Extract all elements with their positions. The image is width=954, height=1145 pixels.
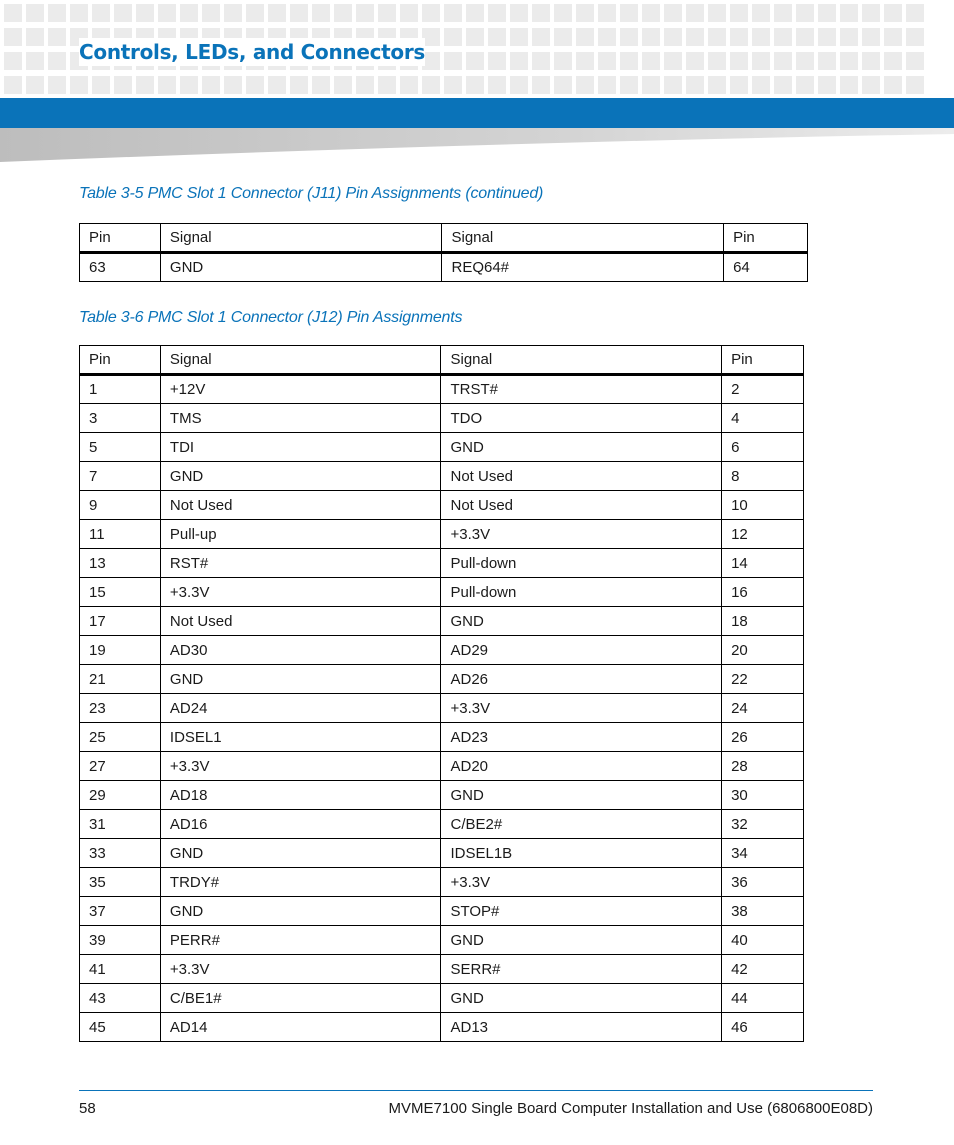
table-cell: AD16 bbox=[160, 810, 441, 839]
header-pattern-tile bbox=[290, 76, 308, 94]
header-pattern-tile bbox=[444, 52, 462, 70]
header-pattern-tile bbox=[752, 28, 770, 46]
header-pattern-tile bbox=[48, 76, 66, 94]
table-cell: +3.3V bbox=[441, 868, 722, 897]
section-title: Controls, LEDs, and Connectors bbox=[79, 40, 426, 64]
header-pattern-tile bbox=[532, 28, 550, 46]
table-cell: AD26 bbox=[441, 665, 722, 694]
header-pattern-tile bbox=[48, 4, 66, 22]
table-6-caption: Table 3-6 PMC Slot 1 Connector (J12) Pin Assignments bbox=[79, 309, 463, 326]
table-cell: Not Used bbox=[441, 462, 722, 491]
header-pattern-tile bbox=[444, 4, 462, 22]
header-pattern-tile bbox=[774, 28, 792, 46]
header-pattern-tile bbox=[642, 52, 660, 70]
table-row bbox=[80, 607, 804, 636]
header-pattern-tile bbox=[466, 52, 484, 70]
table-row bbox=[80, 549, 804, 578]
header-pattern-tile bbox=[752, 52, 770, 70]
header-pattern-tile bbox=[466, 28, 484, 46]
table-cell: 1 bbox=[80, 375, 161, 404]
header-pattern-tile bbox=[862, 4, 880, 22]
header-pattern-tile bbox=[620, 28, 638, 46]
table-row bbox=[80, 462, 804, 491]
table-cell: 18 bbox=[722, 607, 804, 636]
table-cell: STOP# bbox=[441, 897, 722, 926]
header-pattern-tile bbox=[202, 4, 220, 22]
header-pattern-tile bbox=[906, 4, 924, 22]
table-cell: GND bbox=[160, 665, 441, 694]
table-cell: 2 bbox=[722, 375, 804, 404]
header-pattern-tile bbox=[48, 28, 66, 46]
header-pattern-tile bbox=[136, 4, 154, 22]
header-pattern-tile bbox=[532, 76, 550, 94]
table-row bbox=[80, 926, 804, 955]
header-blue-band bbox=[0, 98, 954, 128]
header-pattern-tile bbox=[906, 52, 924, 70]
table-cell: AD24 bbox=[160, 694, 441, 723]
header-pattern-tile bbox=[708, 4, 726, 22]
column-header: Signal bbox=[160, 346, 441, 375]
header-pattern-tile bbox=[158, 4, 176, 22]
header-pattern-tile bbox=[48, 52, 66, 70]
table-cell: 29 bbox=[80, 781, 161, 810]
table-cell: TDI bbox=[160, 433, 441, 462]
table-cell: 17 bbox=[80, 607, 161, 636]
header-pattern-tile bbox=[422, 76, 440, 94]
header-pattern-tile bbox=[642, 76, 660, 94]
column-header: Pin bbox=[80, 346, 161, 375]
table-row bbox=[80, 520, 804, 549]
header-pattern-tile bbox=[840, 28, 858, 46]
table-row bbox=[80, 723, 804, 752]
table-cell: 39 bbox=[80, 926, 161, 955]
header-pattern-tile bbox=[840, 4, 858, 22]
header-pattern-tile bbox=[708, 52, 726, 70]
header-pattern-tile bbox=[796, 76, 814, 94]
table-cell: 16 bbox=[722, 578, 804, 607]
header-pattern-tile bbox=[378, 76, 396, 94]
table-cell: Not Used bbox=[441, 491, 722, 520]
table-row bbox=[80, 955, 804, 984]
header-pattern-tile bbox=[686, 76, 704, 94]
table-cell: Pull-up bbox=[160, 520, 441, 549]
header-pattern-tile bbox=[664, 52, 682, 70]
footer-rule bbox=[79, 1090, 873, 1091]
table-cell: Not Used bbox=[160, 607, 441, 636]
header-pattern-tile bbox=[840, 76, 858, 94]
table-cell: REQ64# bbox=[442, 253, 724, 282]
table-cell: 25 bbox=[80, 723, 161, 752]
header-pattern-tile bbox=[884, 4, 902, 22]
header-pattern-tile bbox=[356, 4, 374, 22]
table-cell: TRST# bbox=[441, 375, 722, 404]
header-pattern-tile bbox=[906, 28, 924, 46]
header-pattern-tile bbox=[686, 28, 704, 46]
table-cell: 42 bbox=[722, 955, 804, 984]
table-cell: +12V bbox=[160, 375, 441, 404]
header-pattern-tile bbox=[554, 52, 572, 70]
header-pattern-tile bbox=[752, 4, 770, 22]
table-cell: 34 bbox=[722, 839, 804, 868]
table-cell: GND bbox=[441, 781, 722, 810]
header-pattern-tile bbox=[818, 52, 836, 70]
table-cell: GND bbox=[160, 839, 441, 868]
header-pattern-tile bbox=[730, 52, 748, 70]
header-pattern-tile bbox=[510, 28, 528, 46]
table-row bbox=[80, 752, 804, 781]
header-pattern-tile bbox=[884, 28, 902, 46]
header-pattern-tile bbox=[620, 4, 638, 22]
header-pattern-tile bbox=[730, 76, 748, 94]
table-cell: TRDY# bbox=[160, 868, 441, 897]
table-cell: 24 bbox=[722, 694, 804, 723]
header-pattern-tile bbox=[92, 76, 110, 94]
table-cell: +3.3V bbox=[441, 694, 722, 723]
table-cell: 30 bbox=[722, 781, 804, 810]
table-cell: 8 bbox=[722, 462, 804, 491]
table-6 bbox=[79, 345, 804, 1042]
table-cell: 41 bbox=[80, 955, 161, 984]
header-pattern-tile bbox=[884, 76, 902, 94]
table-cell: Pull-down bbox=[441, 578, 722, 607]
table-row bbox=[80, 694, 804, 723]
table-cell: GND bbox=[441, 607, 722, 636]
table-cell: 43 bbox=[80, 984, 161, 1013]
table-cell: 14 bbox=[722, 549, 804, 578]
header-pattern-tile bbox=[378, 4, 396, 22]
table-cell: +3.3V bbox=[160, 752, 441, 781]
table-cell: AD23 bbox=[441, 723, 722, 752]
table-cell: TMS bbox=[160, 404, 441, 433]
table-row bbox=[80, 810, 804, 839]
table-cell: 23 bbox=[80, 694, 161, 723]
table-row bbox=[80, 375, 804, 404]
header-pattern-tile bbox=[488, 28, 506, 46]
table-cell: RST# bbox=[160, 549, 441, 578]
table-row bbox=[80, 868, 804, 897]
header-pattern-tile bbox=[730, 28, 748, 46]
header-pattern-tile bbox=[70, 4, 88, 22]
header-pattern-tile bbox=[774, 4, 792, 22]
table-5 bbox=[79, 223, 808, 282]
table-row bbox=[80, 636, 804, 665]
table-cell: 3 bbox=[80, 404, 161, 433]
table-cell: 40 bbox=[722, 926, 804, 955]
header-pattern-tile bbox=[686, 52, 704, 70]
header-pattern-tile bbox=[26, 76, 44, 94]
header-pattern-tile bbox=[224, 76, 242, 94]
header-pattern-tile bbox=[312, 76, 330, 94]
table-cell: 64 bbox=[724, 253, 808, 282]
header-pattern-tile bbox=[268, 4, 286, 22]
header-pattern-tile bbox=[642, 28, 660, 46]
header-pattern-tile bbox=[840, 52, 858, 70]
header-pattern-tile bbox=[26, 52, 44, 70]
header-pattern-tile bbox=[664, 4, 682, 22]
header-pattern-tile bbox=[70, 76, 88, 94]
table-cell: SERR# bbox=[441, 955, 722, 984]
table-cell: 28 bbox=[722, 752, 804, 781]
table-cell: 4 bbox=[722, 404, 804, 433]
table-cell: AD20 bbox=[441, 752, 722, 781]
header-gray-swoosh bbox=[0, 128, 954, 164]
header-pattern-tile bbox=[26, 4, 44, 22]
header-pattern-tile bbox=[554, 76, 572, 94]
header-pattern-tile bbox=[598, 52, 616, 70]
header-pattern-tile bbox=[554, 28, 572, 46]
table-cell: GND bbox=[160, 462, 441, 491]
table-cell: C/BE1# bbox=[160, 984, 441, 1013]
header-pattern-tile bbox=[730, 4, 748, 22]
table-cell: Pull-down bbox=[441, 549, 722, 578]
table-cell: 46 bbox=[722, 1013, 804, 1042]
table-cell: 12 bbox=[722, 520, 804, 549]
header-pattern-tile bbox=[114, 76, 132, 94]
header-pattern-tile bbox=[488, 4, 506, 22]
table-cell: AD18 bbox=[160, 781, 441, 810]
table-cell: 22 bbox=[722, 665, 804, 694]
table-row bbox=[80, 839, 804, 868]
header-pattern-tile bbox=[488, 52, 506, 70]
table-cell: 11 bbox=[80, 520, 161, 549]
table-cell: 10 bbox=[722, 491, 804, 520]
header-pattern-tile bbox=[642, 4, 660, 22]
header-pattern-tile bbox=[620, 76, 638, 94]
header-pattern-tile bbox=[114, 4, 132, 22]
header-pattern-tile bbox=[620, 52, 638, 70]
table-cell: +3.3V bbox=[160, 578, 441, 607]
table-cell: 63 bbox=[80, 253, 161, 282]
header-pattern-tile bbox=[444, 28, 462, 46]
table-cell: 7 bbox=[80, 462, 161, 491]
header-pattern-tile bbox=[576, 4, 594, 22]
header-pattern-tile bbox=[488, 76, 506, 94]
header-pattern-tile bbox=[268, 76, 286, 94]
table-cell: 32 bbox=[722, 810, 804, 839]
table-cell: 5 bbox=[80, 433, 161, 462]
header-pattern-tile bbox=[158, 76, 176, 94]
table-cell: 38 bbox=[722, 897, 804, 926]
table-cell: 44 bbox=[722, 984, 804, 1013]
table-cell: AD29 bbox=[441, 636, 722, 665]
header-pattern-tile bbox=[334, 76, 352, 94]
table-cell: +3.3V bbox=[160, 955, 441, 984]
header-pattern-tile bbox=[444, 76, 462, 94]
header-pattern-tile bbox=[136, 76, 154, 94]
table-cell: 6 bbox=[722, 433, 804, 462]
table-5-caption: Table 3-5 PMC Slot 1 Connector (J11) Pin Assignments (continued) bbox=[79, 185, 544, 202]
table-cell: TDO bbox=[441, 404, 722, 433]
table-cell: 45 bbox=[80, 1013, 161, 1042]
header-pattern-tile bbox=[26, 28, 44, 46]
header-pattern-tile bbox=[180, 4, 198, 22]
header-pattern-tile bbox=[510, 4, 528, 22]
table-row bbox=[80, 781, 804, 810]
header-pattern-tile bbox=[796, 28, 814, 46]
header-pattern-tile bbox=[356, 76, 374, 94]
header-pattern-tile bbox=[664, 28, 682, 46]
table-cell: GND bbox=[160, 897, 441, 926]
table-cell: GND bbox=[441, 926, 722, 955]
page-number: 58 bbox=[79, 1100, 96, 1117]
header-pattern-tile bbox=[862, 76, 880, 94]
header-pattern-tile bbox=[422, 4, 440, 22]
table-cell: GND bbox=[441, 433, 722, 462]
table-cell: AD30 bbox=[160, 636, 441, 665]
header-pattern-tile bbox=[92, 4, 110, 22]
header-pattern-tile bbox=[466, 4, 484, 22]
table-row bbox=[80, 404, 804, 433]
table-cell: 20 bbox=[722, 636, 804, 665]
header-pattern-tile bbox=[400, 4, 418, 22]
header-pattern-tile bbox=[774, 76, 792, 94]
table-row bbox=[80, 433, 804, 462]
header-pattern-tile bbox=[774, 52, 792, 70]
header-pattern-tile bbox=[708, 28, 726, 46]
table-cell: PERR# bbox=[160, 926, 441, 955]
column-header: Signal bbox=[442, 224, 724, 253]
table-cell: GND bbox=[160, 253, 442, 282]
header-pattern-tile bbox=[598, 28, 616, 46]
table-row bbox=[80, 253, 808, 282]
header-pattern-tile bbox=[598, 4, 616, 22]
header-pattern-tile bbox=[290, 4, 308, 22]
header-pattern-tile bbox=[818, 4, 836, 22]
document-title: MVME7100 Single Board Computer Installation and Use (6806800E08D) bbox=[388, 1100, 873, 1117]
header-pattern-tile bbox=[862, 28, 880, 46]
header-pattern-tile bbox=[312, 4, 330, 22]
header-pattern-tile bbox=[180, 76, 198, 94]
table-cell: IDSEL1 bbox=[160, 723, 441, 752]
header-pattern-tile bbox=[224, 4, 242, 22]
table-cell: C/BE2# bbox=[441, 810, 722, 839]
table-cell: 36 bbox=[722, 868, 804, 897]
table-cell: GND bbox=[441, 984, 722, 1013]
header-pattern-tile bbox=[576, 52, 594, 70]
header-pattern-tile bbox=[4, 4, 22, 22]
header-pattern-tile bbox=[862, 52, 880, 70]
table-row bbox=[80, 897, 804, 926]
table-cell: AD14 bbox=[160, 1013, 441, 1042]
table-cell: 9 bbox=[80, 491, 161, 520]
header-pattern-tile bbox=[400, 76, 418, 94]
column-header: Pin bbox=[722, 346, 804, 375]
header-pattern-tile bbox=[202, 76, 220, 94]
column-header: Pin bbox=[724, 224, 808, 253]
header-pattern-tile bbox=[796, 52, 814, 70]
table-row bbox=[80, 491, 804, 520]
table-cell: 26 bbox=[722, 723, 804, 752]
header-pattern-tile bbox=[532, 52, 550, 70]
table-cell: IDSEL1B bbox=[441, 839, 722, 868]
table-row bbox=[80, 984, 804, 1013]
header-pattern-tile bbox=[246, 4, 264, 22]
table-cell: 13 bbox=[80, 549, 161, 578]
table-cell: +3.3V bbox=[441, 520, 722, 549]
header-pattern-tile bbox=[708, 76, 726, 94]
header-pattern-tile bbox=[818, 28, 836, 46]
header-pattern-tile bbox=[598, 76, 616, 94]
table-cell: Not Used bbox=[160, 491, 441, 520]
header-pattern-tile bbox=[532, 4, 550, 22]
table-row bbox=[80, 665, 804, 694]
header-pattern-tile bbox=[752, 76, 770, 94]
header-pattern-tile bbox=[686, 4, 704, 22]
table-cell: AD13 bbox=[441, 1013, 722, 1042]
header-pattern-tile bbox=[4, 52, 22, 70]
header-pattern-tile bbox=[906, 76, 924, 94]
column-header: Pin bbox=[80, 224, 161, 253]
table-row bbox=[80, 578, 804, 607]
header-pattern-tile bbox=[796, 4, 814, 22]
header-pattern-tile bbox=[466, 76, 484, 94]
table-cell: 37 bbox=[80, 897, 161, 926]
table-header-row bbox=[80, 346, 804, 375]
table-cell: 33 bbox=[80, 839, 161, 868]
header-pattern-tile bbox=[884, 52, 902, 70]
table-cell: 31 bbox=[80, 810, 161, 839]
header-pattern-tile bbox=[554, 4, 572, 22]
header-pattern-tile bbox=[334, 4, 352, 22]
header-pattern-tile bbox=[576, 76, 594, 94]
table-cell: 35 bbox=[80, 868, 161, 897]
header-pattern-tile bbox=[818, 76, 836, 94]
table-cell: 27 bbox=[80, 752, 161, 781]
table-header-row bbox=[80, 224, 808, 253]
header-pattern-tile bbox=[664, 76, 682, 94]
table-cell: 19 bbox=[80, 636, 161, 665]
header-pattern-tile bbox=[576, 28, 594, 46]
column-header: Signal bbox=[160, 224, 442, 253]
header-pattern-tile bbox=[246, 76, 264, 94]
header-pattern-tile bbox=[510, 52, 528, 70]
header-pattern-tile bbox=[4, 28, 22, 46]
table-cell: 15 bbox=[80, 578, 161, 607]
table-row bbox=[80, 1013, 804, 1042]
header-pattern-tile bbox=[4, 76, 22, 94]
table-cell: 21 bbox=[80, 665, 161, 694]
column-header: Signal bbox=[441, 346, 722, 375]
header-pattern-tile bbox=[510, 76, 528, 94]
